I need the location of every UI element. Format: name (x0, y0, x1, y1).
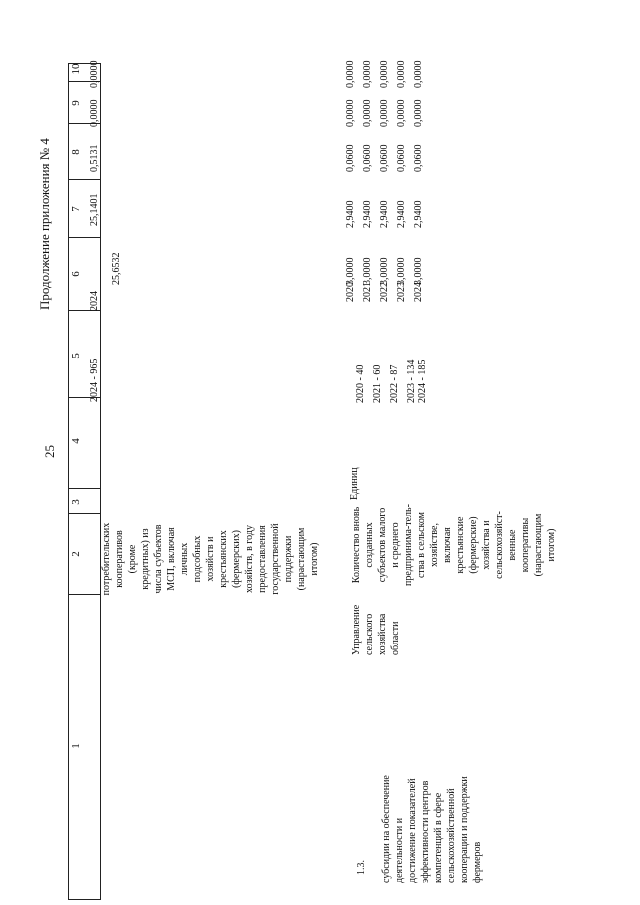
col-divider (69, 237, 100, 238)
text-line: государственной (270, 523, 281, 595)
header-cell: 3 (70, 499, 82, 505)
prev-row-value: 0,5131 (89, 144, 100, 172)
text-line: субсидии на обеспечение (381, 775, 392, 883)
header-cell: 4 (70, 438, 82, 444)
prev-row-year: 2024 (89, 291, 100, 311)
text-line: 0,0000 (396, 99, 407, 127)
text-line: 2020 - 40 (355, 364, 366, 403)
text-line: включая (442, 527, 453, 563)
text-line: 2022 (379, 282, 390, 302)
text-line: (нарастающим (296, 527, 307, 591)
prev-row-value: 25,6532 (111, 252, 122, 285)
text-line: хозяйства и (481, 520, 492, 570)
text-line: личных (179, 542, 190, 576)
col-divider (69, 594, 100, 595)
text-line: 2,9400 (379, 200, 390, 228)
row-years (342, 282, 427, 302)
text-line: 2023 (396, 282, 407, 302)
text-line: 0,0600 (396, 144, 407, 172)
text-line: сельскохозяйственной (446, 788, 457, 883)
header-cell: 9 (70, 100, 82, 106)
text-line: 0,0600 (345, 144, 356, 172)
text-line: 0,0000 (413, 99, 424, 127)
text-line: 3,0000 (345, 257, 356, 285)
prev-row-value: 25,1401 (89, 193, 100, 226)
text-line: кооперативы (520, 517, 531, 573)
text-line: 2,9400 (396, 200, 407, 228)
text-line: 2021 (362, 282, 373, 302)
text-line: хозяйств и (205, 536, 216, 582)
table-header (68, 60, 101, 900)
text-line: ства в сельском (416, 511, 427, 579)
text-line: 2,9400 (413, 200, 424, 228)
text-line: 0,0000 (379, 99, 390, 127)
row-year-targets (352, 360, 431, 403)
text-line: 2,9400 (362, 200, 373, 228)
text-line: хозяйства (377, 613, 388, 655)
prev-row-indicator-name (100, 518, 321, 600)
text-line: кредитных) из (140, 528, 151, 590)
text-line: 2021 - 60 (372, 364, 383, 403)
text-line: крестьянских (218, 530, 229, 588)
text-line: субъектов малого (377, 507, 388, 583)
text-line: достижение показателей (407, 778, 418, 883)
header-cell: 5 (70, 353, 82, 359)
text-line: 3,0000 (379, 257, 390, 285)
text-line: и среднего (390, 522, 401, 568)
text-line: области (390, 621, 401, 655)
text-line: 2024 - 185 (417, 359, 428, 403)
header-cell: 6 (70, 271, 82, 277)
header-cell: 1 (70, 743, 82, 749)
row-measure-name (380, 765, 484, 883)
text-line: итогом) (546, 528, 557, 562)
text-line: созданных (364, 522, 375, 568)
text-line: компетенций в сфере (433, 792, 444, 883)
text-line: Количество вновь (351, 506, 362, 584)
text-line: 0,0600 (362, 144, 373, 172)
text-line: 3,0000 (362, 257, 373, 285)
text-line: кооперативов (114, 530, 125, 588)
text-line: 2024 (413, 282, 424, 302)
text-line: крестьянские (455, 516, 466, 574)
text-line: 0,0000 (413, 60, 424, 88)
text-line: подсобных (192, 535, 203, 583)
text-line: 0,0000 (362, 99, 373, 127)
text-line: 3,0000 (413, 257, 424, 285)
text-line: числа субъектов (153, 524, 164, 594)
text-line: венные (507, 529, 518, 561)
text-line: 2023 - 134 (406, 359, 417, 403)
text-line: 2,9400 (345, 200, 356, 228)
text-line: МСП, включая (166, 527, 177, 591)
text-line: 0,0600 (379, 144, 390, 172)
prev-row-target: 2024 - 965 (89, 358, 100, 402)
text-line: поддержки (283, 535, 294, 583)
text-line: (кроме (127, 544, 138, 574)
text-line: итогом) (309, 542, 320, 576)
text-line: (нарастающим (533, 513, 544, 577)
row-executor (350, 595, 402, 655)
header-cell: 7 (70, 206, 82, 212)
header-cell: 2 (70, 551, 82, 557)
text-line: 0,0000 (379, 60, 390, 88)
text-line: (фермерских) (231, 530, 242, 588)
row-values (342, 61, 427, 89)
row-values (342, 100, 427, 128)
row-unit: Единиц (349, 467, 360, 500)
text-line: фермеров (472, 841, 483, 883)
text-line: кооперации и поддержки (459, 776, 470, 883)
text-line: хозяйств, в году (244, 525, 255, 593)
row-values (342, 258, 427, 286)
prev-row-value: 0,0000 (89, 60, 100, 88)
text-line: 3,0000 (396, 257, 407, 285)
page-number: 25 (42, 445, 57, 458)
text-line: 0,0000 (396, 60, 407, 88)
row-number: 1.3. (356, 860, 367, 875)
text-line: 2020 (345, 282, 356, 302)
text-line: деятельности и (394, 817, 405, 883)
text-line: эффективности центров (420, 780, 431, 883)
text-line: потребительских (101, 522, 112, 596)
text-line: 0,0000 (345, 60, 356, 88)
text-line: Управление (351, 604, 362, 655)
header-cell: 8 (70, 149, 82, 155)
text-line: 0,0000 (362, 60, 373, 88)
col-divider (69, 179, 100, 180)
text-line: предпринима-тель- (403, 504, 414, 586)
text-line: 0,0000 (345, 99, 356, 127)
text-line: 0,0600 (413, 144, 424, 172)
prev-row-value: 0,0000 (89, 99, 100, 127)
continuation-title: Продолжение приложения № 4 (37, 138, 52, 310)
text-line: 2022 - 87 (389, 364, 400, 403)
text-line: предоставления (257, 525, 268, 593)
row-values (342, 201, 427, 229)
text-line: (фермерские) (468, 516, 479, 574)
text-line: сельскохозяйст- (494, 511, 505, 579)
row-values (342, 145, 427, 173)
header-cell: 10 (70, 63, 82, 75)
row-indicator-name (350, 495, 558, 595)
text-line: сельского (364, 613, 375, 655)
text-line: хозяйстве, (429, 523, 440, 567)
